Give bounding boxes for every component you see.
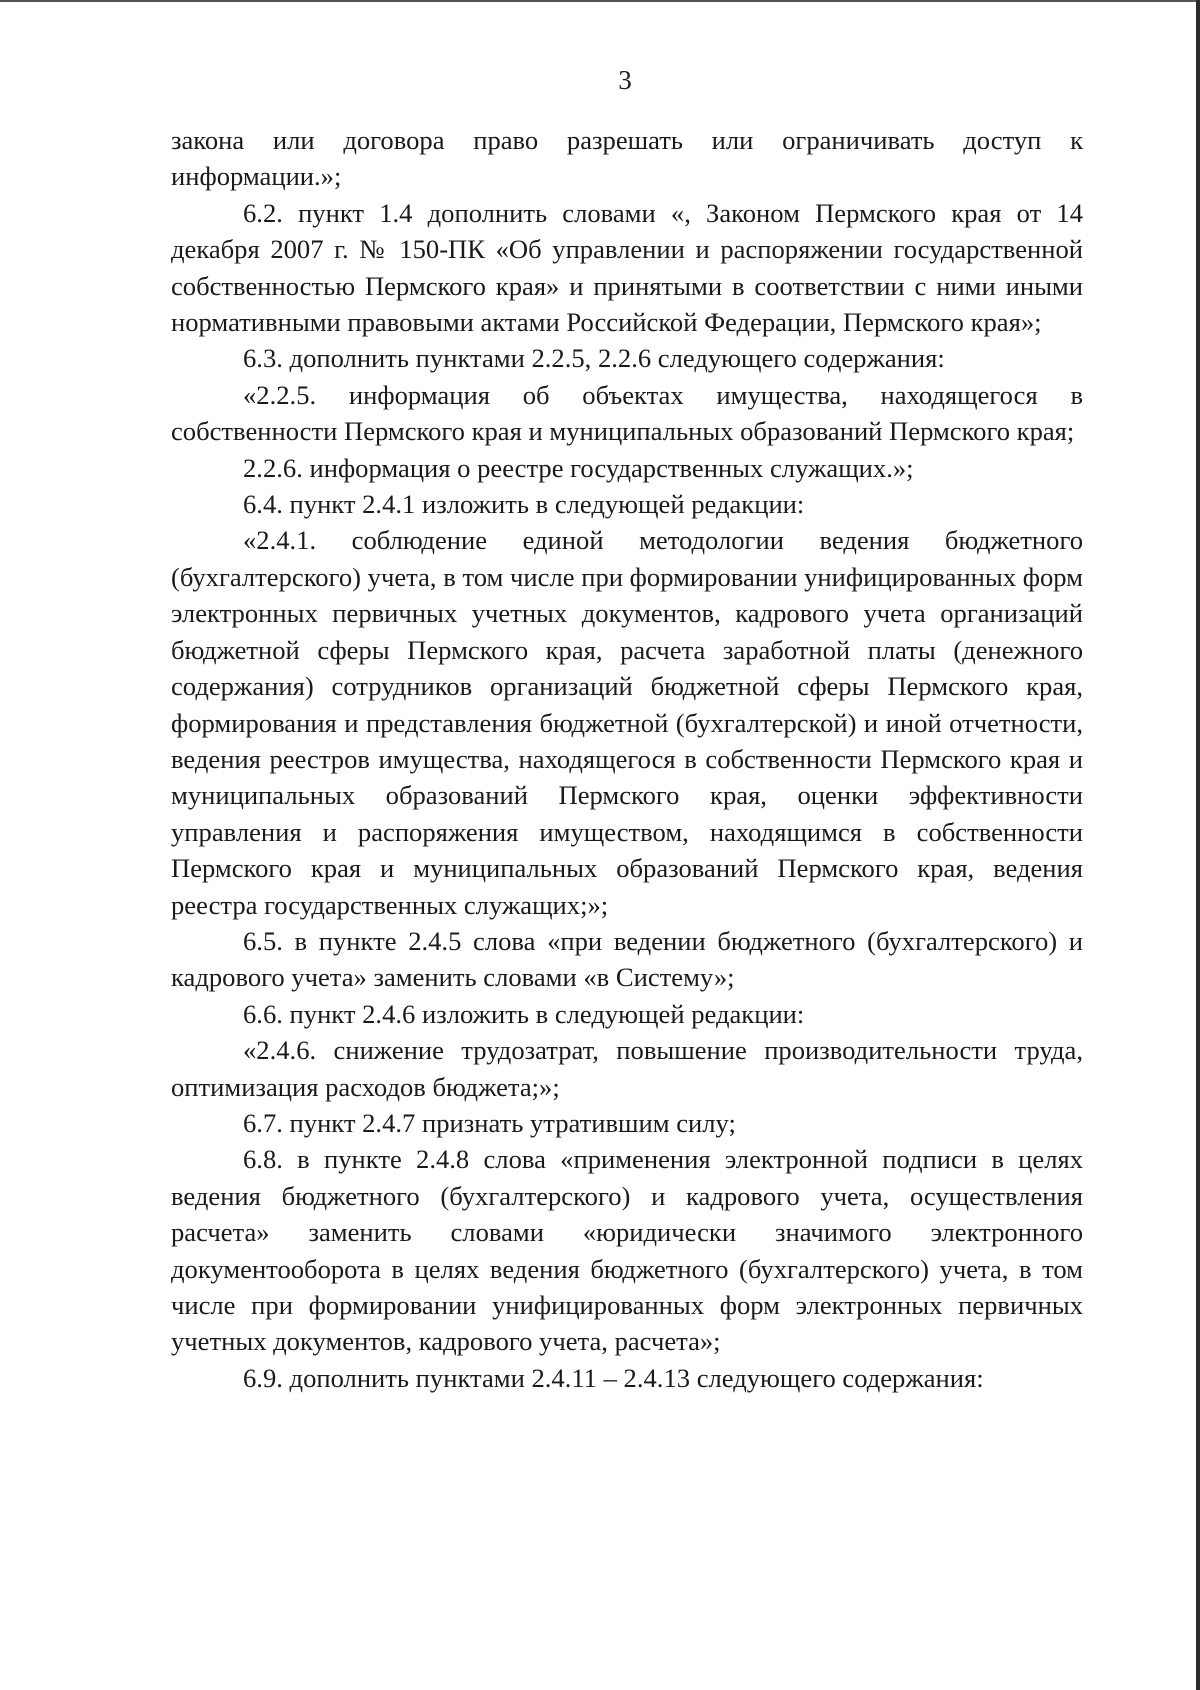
paragraph-6-7: 6.7. пункт 2.4.7 признать утратившим силу; — [243, 1107, 736, 1138]
paragraph-6-2: 6.2. пункт 1.4 дополнить словами «, Законом Пермского края от 14 декабря 2007 г. № 150-ПК «Об управлении и распоряжении государственной собственностью Пермского края» и принятыми в соответствии с ними иными нормативными правовыми актами Российской Федерации, Пермского края»; — [171, 197, 1083, 338]
paragraph-2-2-6: 2.2.6. информация о реестре государственных служащих.»; — [243, 452, 914, 483]
paragraph-2-2-5: «2.2.5. информация об объектах имущества, находящегося в собственности Пермского края и муниципальных образований Пермского края; — [171, 379, 1083, 447]
paragraph-6-3: 6.3. дополнить пунктами 2.2.5, 2.2.6 следующего содержания: — [243, 343, 945, 374]
page-number: 3 — [618, 65, 632, 95]
scan-edge-top — [0, 0, 1200, 2]
paragraph-6-6: 6.6. пункт 2.4.6 изложить в следующей редакции: — [243, 998, 805, 1029]
paragraph-2-4-6: «2.4.6. снижение трудозатрат, повышение производительности труда, оптимизация расходов бюджета;»; — [171, 1035, 1083, 1102]
paragraph-2-4-1: «2.4.1. соблюдение единой методологии ведения бюджетного (бухгалтерского) учета, в том числе при формировании унифицированных форм электронных первичных учетных документов, кадрового учета организаций бюджетной сферы Пермского края, расчета заработной платы (денежного содержания) сотрудников организаций бюджетной сферы Пермского края, формирования и представления бюджетной (бухгалтерской) и иной отчетности, ведения реестров имущества, находящегося в собственности Пермского края и муниципальных образований Пермского края, оценки эффективности управления и распоряжения имуществом, находящимся в собственности Пермского края и муниципальных образований Пермского края, ведения реестра государственных служащих;»; — [171, 525, 1083, 920]
paragraph-6-9: 6.9. дополнить пунктами 2.4.11 – 2.4.13 следующего содержания: — [243, 1362, 984, 1393]
paragraph-continuation: закона или договора право разрешать или ограничивать доступ к информации.»; — [171, 125, 1083, 192]
scan-edge-right — [1196, 0, 1200, 1690]
paragraph-6-4: 6.4. пункт 2.4.1 изложить в следующей редакции: — [243, 489, 805, 520]
paragraph-6-5: 6.5. в пункте 2.4.5 слова «при ведении бюджетного (бухгалтерского) и кадрового учета» заменить словами «в Систему»; — [171, 925, 1083, 993]
paragraph-6-8: 6.8. в пункте 2.4.8 слова «применения электронной подписи в целях ведения бюджетного (бухгалтерского) и кадрового учета, осуществления расчета» заменить словами «юридически значимого электронного документооборота в целях ведения бюджетного (бухгалтерского) учета, в том числе при формировании унифицированных форм электронных первичных учетных документов, кадрового учета, расчета»; — [171, 1144, 1083, 1357]
document-body — [171, 122, 1083, 1396]
